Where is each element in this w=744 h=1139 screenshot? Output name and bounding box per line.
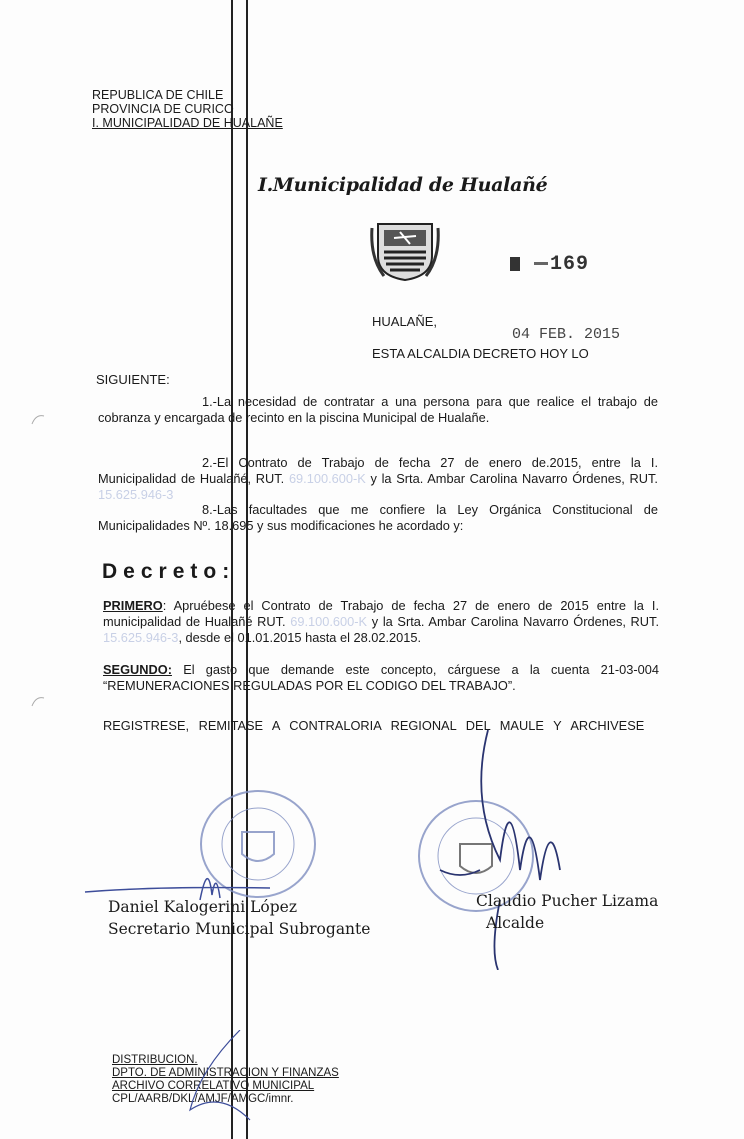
- signer-left-title: Secretario Municipal Subrogante: [108, 920, 371, 938]
- distribution-line: CPL/AARB/DKL/AMJF/AMGC/imnr.: [112, 1093, 294, 1105]
- redacted-rut: 15.625.946-3: [103, 630, 179, 645]
- decree-number: [510, 253, 589, 276]
- decreto-heading: Decreto:: [102, 560, 236, 583]
- signer-left: [108, 896, 370, 940]
- secretary-stamp-text: [190, 760, 218, 761]
- redacted-rut: 69.100.600-K: [290, 614, 368, 629]
- punch-hole-mark: [30, 412, 46, 428]
- distribution-heading: DISTRIBUCION.: [112, 1054, 198, 1066]
- fold-line-right: [246, 0, 248, 1139]
- signer-right-name: Claudio Pucher Lizama: [476, 892, 659, 910]
- signer-right-title: Alcalde: [486, 914, 545, 932]
- signer-right: [476, 890, 658, 934]
- distribution-line: DPTO. DE ADMINISTRACION Y FINANZAS: [112, 1067, 339, 1079]
- text-span: El gasto que demande este concepto, cárguese a la cuenta 21-03-004 “REMUNERACIONES REGULADAS POR EL CODIGO DEL TRABAJO”.: [103, 662, 659, 693]
- municipal-crest-icon: [370, 218, 440, 282]
- signer-left-name: Daniel Kalogerini López: [108, 898, 297, 916]
- redacted-rut: 69.100.600-K: [288, 471, 366, 486]
- header-line: REPUBLICA DE CHILE: [92, 88, 224, 102]
- redacted-rut: 15.625.946-3: [98, 487, 174, 502]
- text-span: y la Srta. Ambar Carolina Navarro Órdenes, RUT.: [365, 471, 658, 486]
- consideration-2: [98, 455, 658, 503]
- header-line: I. MUNICIPALIDAD DE HUALAÑE: [92, 116, 283, 130]
- consideration-1: 1.-La necesidad de contratar a una persona para que realice el trabajo de cobranza y encargada de recinto en la piscina Municipal de Hualañe.: [98, 394, 658, 425]
- text-span: , desde el 01.01.2015 hasta el 28.02.2015.: [178, 630, 422, 645]
- esta-alcaldia-line: ESTA ALCALDIA DECRETO HOY LO: [372, 346, 589, 361]
- text-span: y la Srta. Ambar Carolina Navarro Órdenes, RUT.: [367, 614, 659, 629]
- article-label: SEGUNDO:: [103, 662, 172, 677]
- municipality-title: I.Municipalidad de Hualañé: [258, 174, 548, 196]
- article-label: PRIMERO: [103, 598, 163, 613]
- article-primero: [103, 598, 659, 646]
- header-line: PROVINCIA DE CURICO: [92, 102, 234, 116]
- place-label: HUALAÑE,: [372, 314, 438, 329]
- document-header: [92, 88, 283, 130]
- registrese-line: REGISTRESE, REMITASE A CONTRALORIA REGIONAL DEL MAULE Y ARCHIVESE: [103, 718, 645, 733]
- decree-number-value: 169: [550, 253, 590, 276]
- siguiente-label: SIGUIENTE:: [96, 372, 170, 387]
- text-span: 2.-El Contrato de Trabajo de fecha 27 de enero de.2015, entre la I. Municipalidad de Hualañé, RUT.: [98, 455, 658, 486]
- initials-scribble: [180, 1030, 270, 1130]
- distribution-line: ARCHIVO CORRELATIVO MUNICIPAL: [112, 1080, 315, 1092]
- text-span: : Apruébese el Contrato de Trabajo de fecha 27 de enero de 2015 entre la I. municipalidad de Hualañé RUT.: [103, 598, 659, 629]
- punch-hole-mark: [30, 694, 46, 710]
- article-segundo: [103, 662, 659, 694]
- date-stamp: 04 FEB. 2015: [512, 326, 621, 343]
- consideration-3: 8.-Las facultades que me confiere la Ley Orgánica Constitucional de Municipalidades Nº. 18.695 y sus modificaciones he acordado y:: [98, 502, 658, 533]
